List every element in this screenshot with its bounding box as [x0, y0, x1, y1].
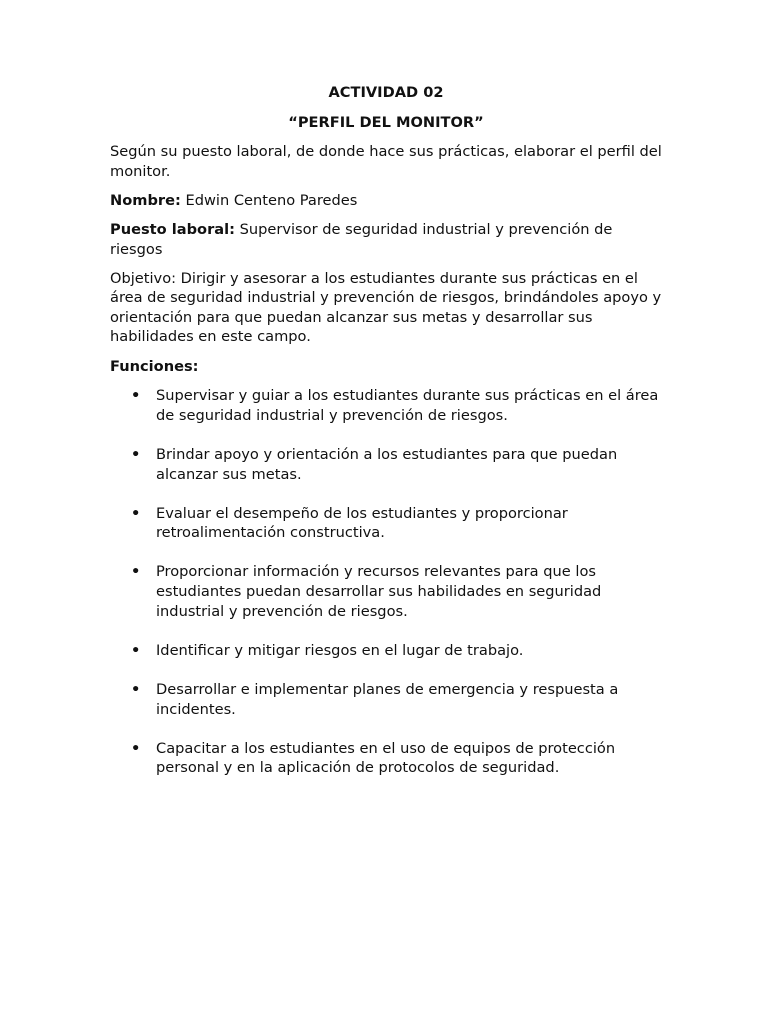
nombre-line	[110, 191, 662, 211]
puesto-line	[110, 220, 662, 259]
list-item	[110, 504, 662, 543]
funciones-list	[110, 386, 662, 778]
bullet-icon: •	[131, 641, 141, 659]
list-item-text: Proporcionar información y recursos relevantes para que los estudiantes puedan desarrollar sus habilidades en seguridad industrial y prevención de riesgos.	[156, 563, 602, 620]
bullet-icon: •	[131, 504, 141, 522]
list-item	[110, 641, 662, 661]
list-item-text: Identificar y mitigar riesgos en el lugar de trabajo.	[156, 641, 524, 659]
bullet-icon: •	[131, 563, 141, 581]
bullet-icon: •	[131, 445, 141, 463]
bullet-icon: •	[131, 387, 141, 405]
list-item-text: Desarrollar e implementar planes de emergencia y respuesta a incidentes.	[156, 681, 619, 718]
document-page	[110, 83, 662, 798]
intro-paragraph: Según su puesto laboral, de donde hace sus prácticas, elaborar el perfil del monitor.	[110, 143, 662, 180]
puesto-label: Puesto laboral:	[110, 220, 235, 238]
nombre-value: Edwin Centeno Paredes	[180, 191, 358, 209]
list-item-text: Evaluar el desempeño de los estudiantes y proporcionar retroalimentación constructiva.	[156, 504, 568, 542]
list-item	[110, 386, 662, 425]
document-title: ACTIVIDAD 02	[328, 84, 444, 101]
list-item	[110, 562, 662, 621]
document-subtitle: “PERFIL DEL MONITOR”	[288, 113, 484, 131]
objetivo-paragraph: Objetivo: Dirigir y asesorar a los estudiantes durante sus prácticas en el área de seguridad industrial y prevención de riesgos, brindándoles apoyo y orientación para que puedan alcanzar sus metas y desarrollar sus habilidades en este campo.	[110, 269, 662, 346]
list-item	[110, 680, 662, 719]
bullet-icon: •	[131, 739, 141, 757]
bullet-icon: •	[131, 681, 141, 699]
list-item	[110, 739, 662, 778]
list-item-text: Brindar apoyo y orientación a los estudiantes para que puedan alcanzar sus metas.	[156, 445, 618, 483]
funciones-heading: Funciones:	[110, 357, 199, 375]
list-item-text: Capacitar a los estudiantes en el uso de equipos de protección personal y en la aplicación de protocolos de seguridad.	[156, 739, 616, 777]
list-item-text: Supervisar y guiar a los estudiantes durante sus prácticas en el área de seguridad industrial y prevención de riesgos.	[156, 387, 659, 424]
nombre-label: Nombre:	[110, 191, 181, 209]
list-item	[110, 445, 662, 484]
puesto-value: Supervisor de seguridad industrial y prevención de riesgos	[110, 220, 613, 258]
